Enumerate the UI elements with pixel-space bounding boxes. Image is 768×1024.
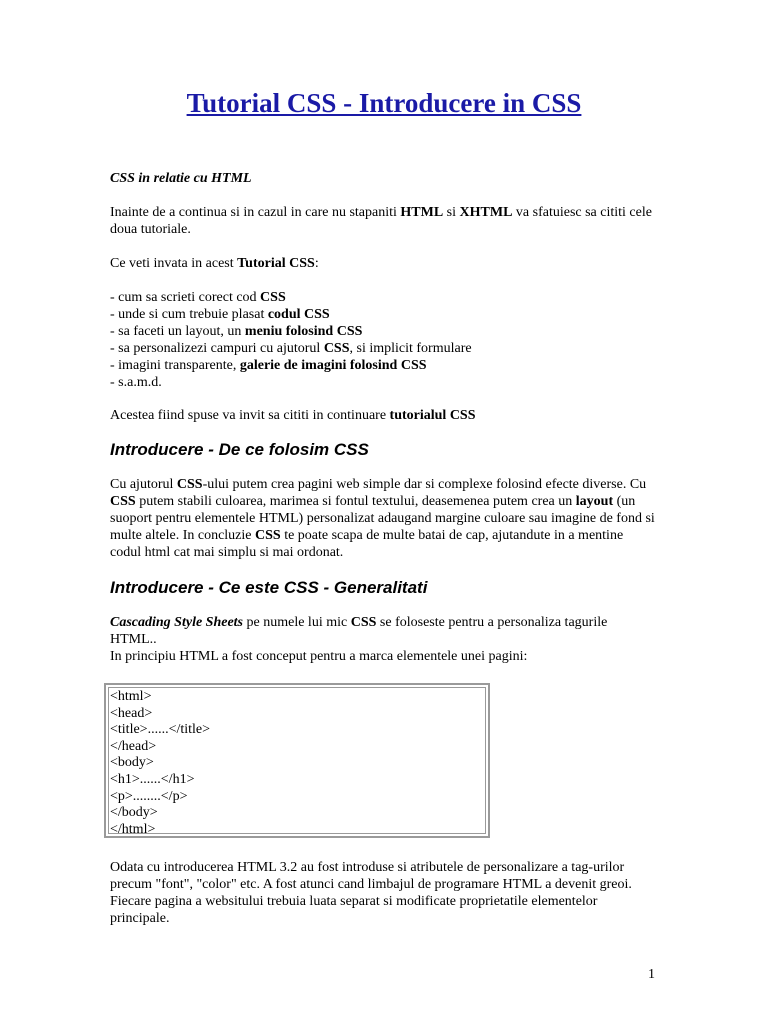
section-heading-what-is-css: Introducere - Ce este CSS - Generalitati: [110, 578, 428, 597]
feature-list: [110, 289, 655, 391]
text-run: :: [314, 256, 319, 271]
code-line: <h1>......</h1>: [110, 771, 195, 787]
list-item: - cum sa scrieti corect cod CSS: [110, 290, 286, 305]
bold-run: XHTML: [459, 205, 513, 220]
list-item: - sa faceti un layout, un meniu folosind CSS: [110, 324, 363, 339]
code-line: <title>......</title>: [110, 722, 211, 738]
text-run: Ce veti invata in acest: [110, 256, 238, 271]
page-number: 1: [648, 967, 655, 982]
code-line: <body>: [110, 755, 154, 771]
text-run: si: [443, 205, 460, 220]
list-item: - unde si cum trebuie plasat codul CSS: [110, 307, 330, 322]
page-title[interactable]: Tutorial CSS - Introducere in CSS: [186, 88, 582, 118]
section-heading-why-css: Introducere - De ce folosim CSS: [110, 440, 369, 459]
list-item: - imagini transparente, galerie de imagini folosind CSS: [110, 358, 427, 373]
code-line: </body>: [110, 805, 158, 821]
intro-paragraph-2: [110, 255, 655, 272]
bold-run: Tutorial CSS: [237, 256, 315, 271]
intro-paragraph-1: [110, 204, 655, 238]
code-example-inner: [108, 687, 486, 837]
text-run: va sfatuiesc sa cititi cele doua tutoriale.: [110, 205, 652, 237]
subheading: CSS in relatie cu HTML: [110, 171, 252, 186]
bold-run: tutorialul CSS: [389, 408, 476, 423]
code-line: <p>........</p>: [110, 788, 188, 804]
bold-run: HTML: [400, 205, 444, 220]
code-line: </html>: [110, 821, 156, 837]
section2-paragraph-3: Odata cu introducerea HTML 3.2 au fost introduse si atributele de personalizare a tag-urilor precum "font", "color" etc. A fost atunci cand limbajul de programare HTML a devenit greoi. Fiecare pagina a websitului trebuia luata separat si modificate proprietatile elementelor principale.: [110, 860, 632, 926]
section2-paragraph-1: Cascading Style Sheets pe numele lui mic CSS se foloseste pentru a personaliza tagurile HTML.. In principiu HTML a fost conceput pentru a marca elementele unei pagini:: [110, 614, 655, 665]
intro-paragraph-3: [110, 407, 655, 424]
bold-italic-run: Cascading Style Sheets: [110, 615, 244, 630]
code-example-box: [104, 683, 490, 838]
code-line: </head>: [110, 738, 157, 754]
code-line: <head>: [110, 705, 153, 721]
text-run: Acestea fiind spuse va invit sa cititi in continuare: [110, 408, 390, 423]
text-run: Inainte de a continua si in cazul in care nu stapaniti: [110, 205, 401, 220]
section1-paragraph: Cu ajutorul CSS-ului putem crea pagini web simple dar si complexe folosind efecte diverse. Cu CSS putem stabili culoarea, marimea si fontul textului, deasemenea putem crea un layout (un suoport pentru elementele HTML) personalizat adaugand margine culoare sau imagine de fond si multe altele. In concluzie CSS te poate scapa de multe batai de cap, ajutandute in a mentine codul html cat mai simplu si mai ordonat.: [110, 477, 655, 560]
list-item: - sa personalizezi campuri cu ajutorul CSS, si implicit formulare: [110, 341, 472, 356]
section2-paragraph-2: In principiu HTML a fost conceput pentru a marca elementele unei pagini:: [110, 649, 528, 664]
code-line: <html>: [110, 689, 152, 704]
list-item: - s.a.m.d.: [110, 375, 162, 390]
